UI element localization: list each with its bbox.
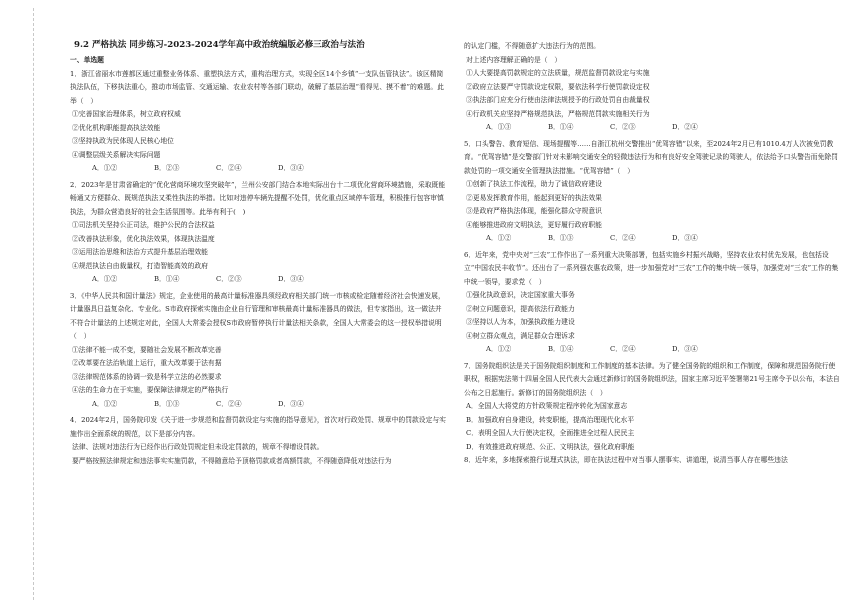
statement-option: ④规范执法自由裁量权，打造智能高效的政府 (72, 261, 208, 270)
question-block (464, 360, 842, 455)
answer-choice[interactable]: B．②③ (154, 164, 180, 172)
question-block (464, 454, 842, 468)
answer-choice[interactable]: D．③④ (278, 164, 304, 172)
statement-option: ①人大要提高罚款规定的立法质量，规范监督罚款设定与实施 (466, 69, 650, 77)
answer-choice[interactable]: C．②③ (216, 275, 242, 283)
statement-option: D．有效推进政府规范、公正、文明执法，强化政府职能 (466, 442, 635, 451)
statement-option: ①创新了执法工作流程，助力了诚信政府建设 (466, 180, 602, 188)
question-stem: 8．近年来，多地探索推行说理式执法，即在执法过程中对当事人摆事实、讲道理，说清当事人存在哪些违法 (464, 456, 788, 464)
question-stem: 的认定门槛，不得随意扩大违法行为的范围。 (464, 42, 600, 50)
answer-choice[interactable]: C．②④ (216, 164, 242, 172)
question-stem: 3．《中华人民共和国计量法》规定，企业使用的最高计量标准器具须经政府相关部门统一市核或检定随着经济社会快速发展，计量器具日益复杂化、专业化。S市政府探索实施由企业自行管理和审核最高计量标准器具的做法，但专家指出，这一做法并不符合计量法的上述规定对此，全国人大常委会授权S市政府暂停执行计量法相关条款，全国人大常委会的这一授权举措说明（ ） (70, 291, 445, 340)
question-stem: 4．2024年2月，国务院印发《关于进一步规范和监督罚款设定与实施的指导意见》，首次对行政处罚、规章中的罚款设定与实施作出全面系统的规范，以下是部分内容。 (70, 416, 446, 438)
statement-option: ③运用法治思维和法治方式提升基层治理效能 (72, 248, 208, 256)
statement-option: ③坚持执政为民体现人民核心地位 (72, 137, 174, 145)
question-block (464, 249, 842, 360)
answer-choice[interactable]: C．②④ (216, 399, 242, 408)
question-stem: 5．口头警告、教育短信、现场提醒等……自浙江杭州交警推出“优驾容错”以来，至2024年2月已有1010.4万人次被免罚教育。“优驾容错”是交警部门针对未影响交通安全的轻微违法行为和有良好安全驾驶记录的驾驶人，依法给予口头警告而免除罚款处罚的一项交通安全管理执法措施。“优驾容错”（ ） (464, 139, 838, 175)
answer-choice[interactable]: A．①② (486, 234, 512, 242)
question-block (464, 40, 842, 138)
answer-choice[interactable]: A．①③ (486, 123, 512, 131)
answer-choice[interactable]: C．②④ (610, 234, 636, 242)
answer-choice[interactable]: C．②④ (610, 345, 636, 353)
question-stem: 6．近年来，党中央对“三农”工作作出了一系列重大决策部署，包括实施乡村振兴战略，坚持农业农村优先发展，也包括设立“中国农民丰收节”。还出台了一系列强农惠农政策，进一步加强党对“三农”工作的集中统一领导，加强党对“三农”工作的集中统一领导，要求党（ ） (464, 250, 839, 286)
answer-choice[interactable]: D．②④ (672, 123, 698, 131)
question-block (70, 290, 448, 415)
statement-option: ③坚持以人为本，加强执政能力建设 (466, 318, 575, 326)
answer-choice[interactable]: B．①④ (548, 345, 574, 353)
statement-option: ④能够推进政府文明执法，更好履行政府职能 (466, 220, 602, 229)
answer-choices (464, 232, 842, 246)
left-question-list (70, 68, 448, 469)
statement-option: ②树立问题意识，提高依法行政能力 (466, 304, 575, 313)
answer-choices (70, 273, 448, 287)
answer-choice[interactable]: D．③④ (278, 399, 304, 408)
statement-option: ②优化机构职能提高执法效能 (72, 123, 161, 132)
statement-option: B．加强政府自身建设，转变职能，提高治理现代化水平 (466, 415, 635, 424)
question-block (464, 138, 842, 249)
statement-option: ②更易发挥教育作用，能起到更好的执法效果 (466, 193, 602, 202)
question-stem: 1．浙江省丽水市莲都区通过重整业务体系、重塑执法方式，重构治理方式，实现全区14个乡镇“一支队伍管执法”。该区精简执法队伍，下移执法重心，推动市场监管、交通运输、农业农村等各部门联动，破解了基层治理“看得见、摸不着”的难题。此举（ ） (70, 69, 444, 105)
answer-choice[interactable]: B．①④ (548, 123, 574, 131)
statement-option: 法律、法规对违法行为已经作出行政处罚规定但未设定罚款的，规章不得增设罚款。 (72, 443, 324, 451)
statement-option: ③法律规范体系的协调一致是科学立法的必然要求 (72, 372, 222, 381)
answer-choice[interactable]: A．①② (92, 399, 118, 408)
answer-choice[interactable]: D．③④ (672, 234, 698, 242)
answer-choice[interactable]: C．②③ (610, 123, 636, 131)
statement-option: ①司法机关坚持公正司法，维护公民的合法权益 (72, 221, 215, 229)
document-title: 9.2 严格执法 同步练习-2023-2024学年高中政治统编版必修三政治与法治 (74, 40, 365, 50)
question-stem: 7．国务院组织法是关于国务院组织制度和工作制度的基本法律。为了健全国务院的组织和工作制度，保障和规范国务院行使职权，根据宪法第十四届全国人民代表大会通过新修订的国务院组织法，国家主席习近平签署第21号主席令予以公布，本法自公布之日起施行。新修订的国务院组织法（ ） (464, 361, 840, 397)
answer-choices (70, 162, 448, 176)
answer-choice[interactable]: A．①② (92, 164, 118, 172)
statement-option: ②改革要在法治轨道上运行，重大改革要于法有据 (72, 359, 222, 367)
answer-choice[interactable]: B．①③ (154, 399, 180, 408)
right-question-list (464, 40, 842, 468)
right-column (464, 40, 842, 468)
statement-option: ①完善国家治理体系，树立政府权威 (72, 110, 181, 118)
left-column (70, 38, 448, 468)
statement-option: ④调整层级关系解决实际问题 (72, 150, 161, 159)
question-block (70, 414, 448, 468)
answer-choice[interactable]: B．①④ (154, 275, 180, 283)
statement-option: ④法的生命力在于实施，要保障法律规定的严格执行 (72, 386, 229, 394)
question-block (70, 68, 448, 179)
answer-choice[interactable]: D．③④ (278, 275, 304, 283)
statement-option: ①强化执政意识，决定国家重大事务 (466, 291, 575, 299)
statement-option: ③是政府严格执法体现，能强化群众守规意识 (466, 207, 602, 215)
statement-option: ②改善执法形象，优化执法效果，体现执法温度 (72, 234, 215, 243)
statement-option: ②政府立法要严守罚款设定权限，要依法科学行使罚款设定权 (466, 82, 650, 91)
statement-option: ④树立群众观点，满足群众合理诉求 (466, 331, 575, 340)
statement-option: 要严格按照法律规定和违法事实实施罚款，不得随意给予顶格罚款或者高额罚款，不得随意降低对违法行为 (72, 456, 392, 465)
statement-option: ④行政机关应坚持严格规范执法，严格规范罚款实施相关行为 (466, 109, 650, 118)
statement-option: C．表明全国人大行使决定权，全面推进全过程人民民主 (466, 429, 635, 437)
statement-option: ③执法部门应充分行使由法律法规授予的行政处罚自由裁量权 (466, 96, 650, 104)
binding-line (33, 8, 34, 600)
statement-option: ①法律不能一成不变，要随社会发展不断改革完善 (72, 345, 222, 354)
question-stem: 2．2023年是甘肃省确定的“优化营商环境攻坚突破年”，兰州公安部门结合本地实际出台十二项优化营商环境措施，采取既能畅通又方便群众、既规范执法又柔性执法的举措。比如对违停车辆先提醒不处罚，优化重点区域停车管理，积极推行包容审慎执法，为群众营造良好的社会生活氛围等。此举有利于( ) (70, 180, 446, 216)
answer-choice[interactable]: D．③④ (672, 345, 698, 353)
section-heading: 一、单选题 (70, 56, 104, 64)
answer-choices (70, 398, 448, 412)
statement-option: 对上述内容理解正确的是（ ） (466, 55, 562, 64)
answer-choices (464, 121, 842, 135)
answer-choice[interactable]: A．①② (92, 275, 118, 283)
question-block (70, 179, 448, 290)
answer-choice[interactable]: B．①③ (548, 234, 574, 242)
answer-choice[interactable]: A．①② (486, 345, 512, 353)
answer-choices (464, 343, 842, 357)
statement-option: A．全国人大将党的方针政策规定程序转化为国家意志 (466, 402, 628, 410)
